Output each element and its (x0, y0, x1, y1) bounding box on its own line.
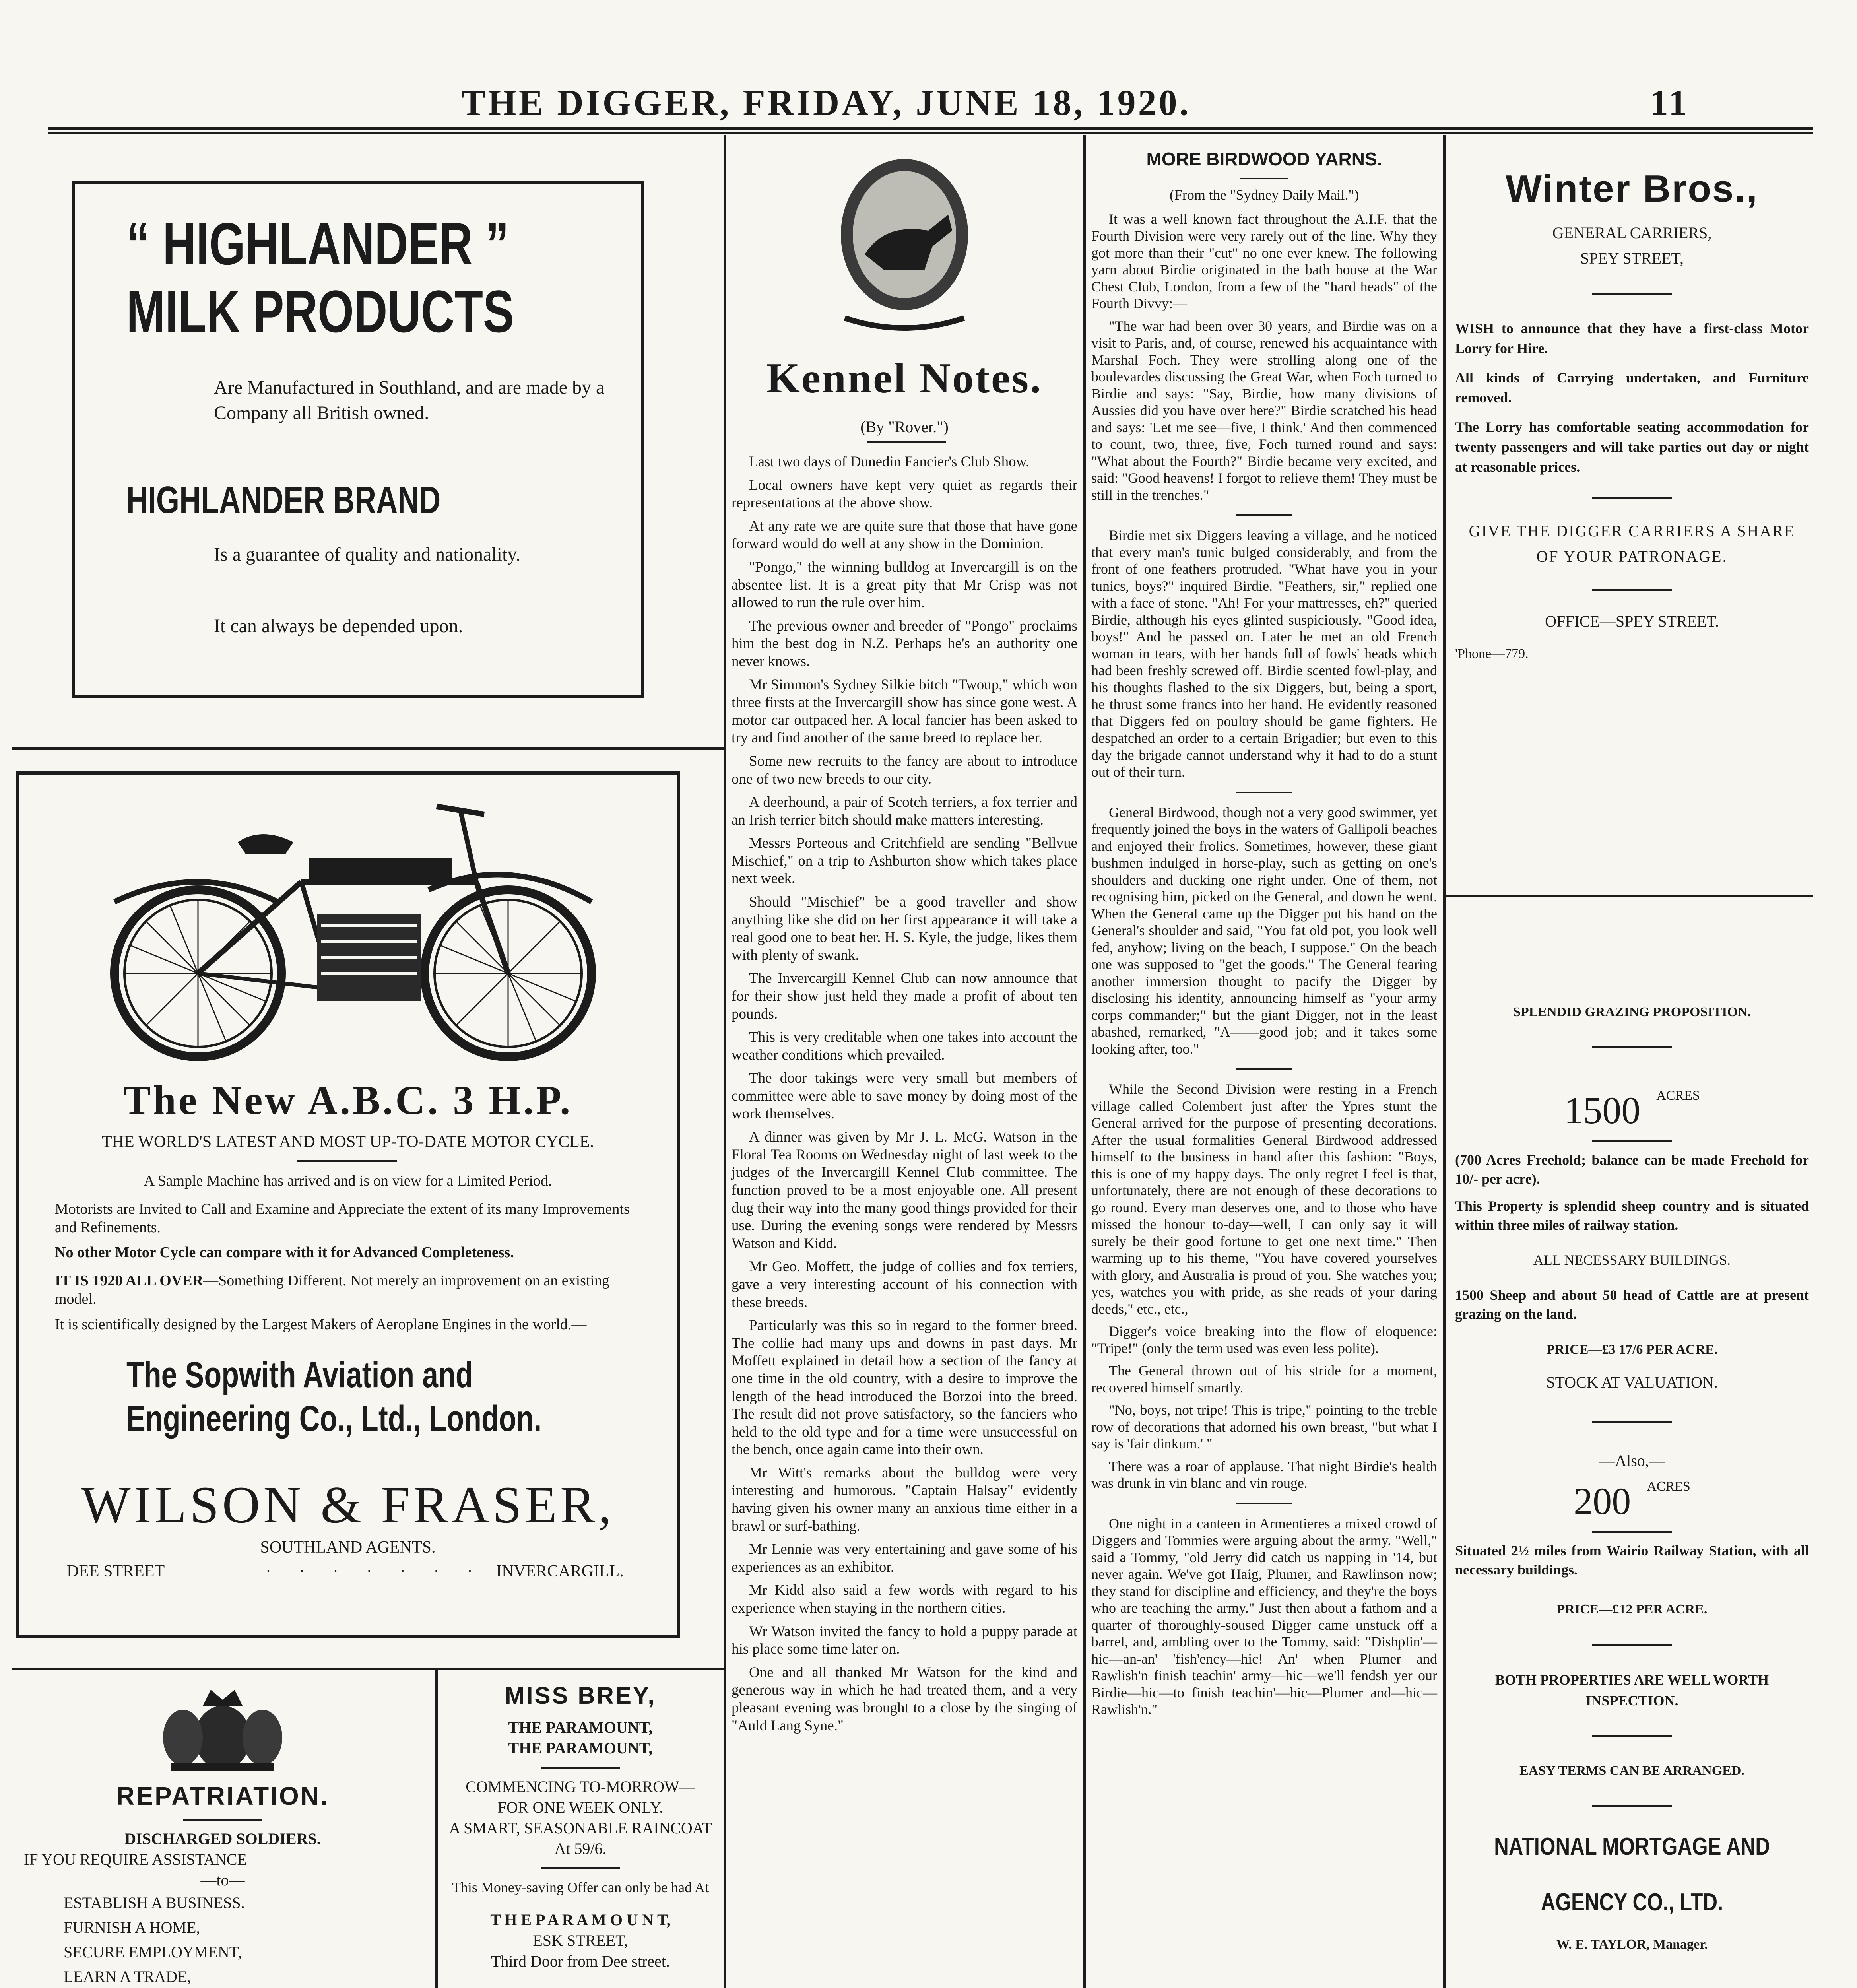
agent-dots: · · · · · · · (266, 1562, 485, 1580)
kennel-title: Kennel Notes. (766, 355, 1042, 402)
grazing-d5: Situated 2½ miles from Wairio Railway Station, with all necessary buildings. (1455, 1543, 1809, 1578)
grazing-manager: W. E. TAYLOR, Manager. (1556, 1937, 1708, 1952)
list-item: ESTABLISH A BUSINESS. (64, 1894, 245, 1912)
brey-p1: THE PARAMOUNT, (508, 1718, 653, 1736)
abc-line1: A Sample Machine has arrived and is on view for a Limited Period. (144, 1173, 552, 1189)
grazing-easy: EASY TERMS CAN BE ARRANGED. (1519, 1763, 1744, 1778)
column-rule (724, 135, 726, 1988)
birdwood-source: (From the "Sydney Daily Mail.") (1169, 187, 1359, 203)
brey-p2: THE PARAMOUNT, (508, 1739, 653, 1757)
winter-title: Winter Bros., (1506, 167, 1758, 210)
divider (1236, 514, 1292, 516)
kennel-paragraph: Mr Kidd also said a few words with regard to his experience when staying in the northern cities. (732, 1582, 1077, 1617)
divider (1592, 497, 1672, 499)
winter-sub1: GENERAL CARRIERS, (1552, 224, 1712, 242)
divider (1592, 1735, 1672, 1737)
divider (1592, 1644, 1672, 1646)
birdwood-paragraph: The General thrown out of his stride for a moment, recovered himself smartly. (1091, 1363, 1437, 1396)
motorcycle-illustration (79, 782, 627, 1069)
divider (1592, 1531, 1672, 1533)
header-rule-thin (48, 132, 1813, 134)
abc-1920: IT IS 1920 ALL OVER (55, 1272, 204, 1289)
grazing-area1 (1455, 1088, 1809, 1132)
grazing-acres2: ACRES (1647, 1479, 1690, 1494)
kennel-paragraph: This is very creditable when one takes into account the weather conditions which prevailed. (732, 1029, 1077, 1063)
abc-line4-rest: —Something Different. Not merely an improvement on an existing model. (55, 1272, 610, 1307)
repatriation-to: —to— (200, 1871, 245, 1889)
winter-p3: The Lorry has comfortable seating accommodation for twenty passengers and will take parties out day or night at reasonable prices. (1455, 419, 1809, 475)
kennel-body (732, 453, 1077, 1740)
header-rule (48, 127, 1813, 130)
column-rule (1083, 135, 1086, 1988)
winter-sub2: SPEY STREET, (1580, 249, 1684, 267)
kennel-paragraph: Messrs Porteous and Critchfield are sending "Bellvue Mischief," on a trip to Ashburton show which takes place next week. (732, 835, 1077, 887)
grazing-nm1: NATIONAL MORTGAGE AND (1494, 1833, 1770, 1860)
kennel-paragraph: A dinner was given by Mr J. L. McG. Watson in the Floral Tea Rooms on Wednesday night of last week to the judges of the Invercargill Kennel Club committee. The function proved to be a most enjoyable one. All present dug their way into the many good things provided for their use. During the evening songs were rendered by Messrs Watson and Kidd. (732, 1129, 1077, 1252)
birdwood-paragraph: Digger's voice breaking into the flow of eloquence: "Tripe!" (only the term used was even less polite). (1091, 1323, 1437, 1356)
divider (1592, 1421, 1672, 1423)
agent-town: INVERCARGILL. (496, 1562, 624, 1580)
birdwood-paragraph: It was a well known fact throughout the A.I.F. that the Fourth Division were very rarely out of the line. Why they got more than their "cut" no one ever knew. The following yarn about Birdie originated in the bath house at the War Chest Club, London, from a few of the "hard heads" of the Fourth Divvy:— (1091, 211, 1437, 311)
divider (541, 1867, 620, 1869)
divider (541, 1767, 620, 1769)
page-title: THE DIGGER, FRIDAY, JUNE 18, 1920. (461, 82, 1191, 123)
grazing-stock: STOCK AT VALUATION. (1546, 1373, 1718, 1391)
highlander-subtitle: MILK PRODUCTS (126, 278, 514, 345)
birdwood-paragraph: General Birdwood, though not a very good swimmer, yet frequently joined the boys in the waters of Gallipoli beaches and enjoyed their frolics. Sometimes, however, these giant bushmen indulged in horse-play, such as getting on one's shoulders and ducking one right under. One of them, not recognising him, picked on the General, and down he went. When the General came up the Digger put his hand on the General's shoulder and said, "You fat old pot, you look well fed, anyhow; living on the beach, I suppose." On the beach one was supposed to "get the goods." The General fearing another immersion thought to pacify the Digger by disclosing his identity, announcing himself as "your army corps commander;" but the giant Digger, not in the least abashed, remarked, "A——good job; and it takes some looking after, too." (1091, 804, 1437, 1057)
kennel-paragraph: Local owners have kept very quiet as regards their representations at the above show. (732, 477, 1077, 511)
highlander-title: “ HIGHLANDER ” (126, 210, 509, 277)
winter-p2: All kinds of Carrying undertaken, and Furniture removed. (1455, 370, 1809, 406)
divider (1592, 1140, 1672, 1142)
winter-p1: WISH to announce that they have a first-class Motor Lorry for Hire. (1455, 320, 1809, 356)
birdwood-paragraph: Birdie met six Diggers leaving a village, and he noticed that every man's tunic bulged considerably, and from the front of one feathers protruded. "What have you in your tunics, boys?" inquired Birdie. "Feathers, sir," replied one with a face of stone. "Ah! For your mattresses, eh?" queried Birdie, although his eyes glinted suspiciously. "Good idea, boys!" And he passed on. Later he met an old French woman in tears, with her hands full of fowls' heads which had been freshly screwed off. Birdie scented fowl-play, and his thoughts flashed to the six Diggers, but, being a sport, he thrust some francs into her hand. He evidently reasoned that Diggers fed on poultry should be game fighters. He despatched an order to a certain Brigadier; but even to this day the brigade cannot understand why it had to do a stunt out of their turn. (1091, 527, 1437, 780)
grazing-advert (1455, 1002, 1809, 1955)
brey-c2: FOR ONE WEEK ONLY. (497, 1798, 664, 1816)
kennel-paragraph: Mr Witt's remarks about the bulldog were very interesting and humorous. "Captain Halsay" evidently having given his owner many an anxious time either in a brawl or surf-bathing. (732, 1464, 1077, 1534)
grazing-area2 (1455, 1479, 1809, 1523)
kennel-paragraph: Mr Geo. Moffett, the judge of collies and fox terriers, gave a very interesting account of his connection with these breeds. (732, 1258, 1077, 1310)
kennel-paragraph: At any rate we are quite sure that those that have gone forward would do well at any show in the Dominion. (732, 518, 1077, 552)
brey-shop: T H E P A R A M O U N T, (490, 1911, 671, 1929)
abc-maker2: Engineering Co., Ltd., London. (126, 1398, 542, 1439)
birdwood-article (1091, 147, 1437, 1724)
repatriation-sub: DISCHARGED SOLDIERS. (124, 1830, 321, 1848)
highlander-advert (72, 181, 644, 698)
grazing-d1: (700 Acres Freehold; balance can be made Freehold for 10/- per acre). (1455, 1152, 1809, 1187)
birdwood-paragraph: "No, boys, not tripe! This is tripe," pointing to the treble row of decorations that adorned his own breast, "but what I say is 'fair dinkum.' " (1091, 1402, 1437, 1452)
abc-line5: It is scientifically designed by the Largest Makers of Aeroplane Engines in the world.— (55, 1316, 587, 1333)
abc-motorcycle-advert (16, 771, 680, 1638)
highlander-guarantee: Is a guarantee of quality and nationality. (214, 544, 521, 565)
winter-phone: 'Phone—779. (1455, 646, 1529, 661)
kennel-paragraph: Particularly was this so in regard to the former breed. The collie had many ups and downs in past days. Mr Moffett explained in detail how a section of the fancy at one time in the old country, with a desire to improve the length of the head introduced the Borzoi into the breed. The result did not prove satisfactory, so the fanciers who held to the old type and for a time were unsuccessful on the bench, once again came into their own. (732, 1317, 1077, 1458)
abc-line2: Motorists are Invited to Call and Examine and Appreciate the extent of its many Improvements and Refinements. (55, 1201, 630, 1236)
kennel-byline: (By "Rover.") (860, 418, 949, 436)
divider (183, 1819, 262, 1821)
brey-offer: This Money-saving Offer can only be had At (452, 1879, 709, 1895)
divider (1592, 1805, 1672, 1807)
highlander-text: Are Manufactured in Southland, and are made by a Company all British owned. (214, 377, 605, 423)
abc-line4 (55, 1272, 643, 1308)
kennel-paragraph: The door takings were very small but members of committee were able to save money by doing most of the work themselves. (732, 1070, 1077, 1122)
kennel-paragraph: Last two days of Dunedin Fancier's Club Show. (749, 454, 1030, 470)
list-item: FURNISH A HOME, (64, 1918, 200, 1936)
birdwood-paragraph: One night in a canteen in Armentieres a mixed crowd of Diggers and Tommies were arguing about the army. "Well," said a Tommy, "old Jerry did catch us napping in '14, but never again. We've got Haig, Plumer, and Rawlinson now; they stand for discipline and efficiency, and they're the boys who are teaching the army." Just then about a fathom and a quarter of thoroughly-soused Digger came unstuck off a barrel, and, ambling over to the Tommy, said: "Dishplin'—hic—an-an' 'fish'ency—hic! An' when Plumer and Rawlish'n finish teachin' army—hic—we'll fendsh yer our Birdie—hic—to finish teachin'—hic—Plumer and—hic—Rawlish'n." (1091, 1515, 1437, 1717)
grazing-both: BOTH PROPERTIES ARE WELL WORTH INSPECTION. (1495, 1672, 1769, 1708)
repatriation-line1: IF YOU REQUIRE ASSISTANCE (24, 1850, 247, 1868)
royal-crest-icon (159, 1682, 286, 1773)
section-rule (1443, 895, 1813, 897)
abc-subtitle: THE WORLD'S LATEST AND MOST UP-TO-DATE MOTOR CYCLE. (101, 1133, 594, 1151)
winter-bros-advert (1455, 167, 1809, 664)
brey-title: MISS BREY, (505, 1682, 656, 1709)
kennel-paragraph: Some new recruits to the fancy are about to introduce one of two new breeds to our city. (732, 753, 1077, 787)
highlander-depend: It can always be depended upon. (214, 615, 463, 637)
divider (1236, 1503, 1292, 1504)
wilson-fraser: WILSON & FRASER, (81, 1475, 615, 1534)
repatriation-title: REPATRIATION. (116, 1782, 329, 1810)
abc-line3: No other Motor Cycle can compare with it for Advanced Completeness. (55, 1244, 514, 1261)
divider (1236, 1068, 1292, 1070)
birdwood-paragraph: "The war had been over 30 years, and Birdie was on a visit to Paris, and, of course, renewed his acquaintance with Marshal Foch. They were strolling along one of the boulevardes discussing the Great War, when Foch turned to Birdie and says: "Say, Birdie, how many divisions of Aussies did you have over here?" Birdie scratched his head and says: 'Let me see—five, I think.' And then commenced to count, two, three, five, Foch turned round and says: "What about the Fourth?" Birdie became very excited, and said: "Good heavens! I forgot to relieve them! They must be still in the trenches." (1091, 318, 1437, 503)
repatriation-advert (16, 1682, 429, 1988)
divider (297, 1160, 397, 1162)
repatriation-list (16, 1891, 429, 1988)
agents-label: SOUTHLAND AGENTS. (260, 1538, 436, 1557)
grazing-price2: PRICE—£12 PER ACRE. (1556, 1602, 1708, 1617)
grazing-price1: PRICE—£3 17/6 PER ACRE. (1546, 1342, 1718, 1357)
grazing-d3: ALL NECESSARY BUILDINGS. (1533, 1252, 1731, 1268)
list-item: LEARN A TRADE, (64, 1968, 191, 1986)
winter-give: GIVE THE DIGGER CARRIERS A SHARE OF YOUR PATRONAGE. (1469, 522, 1795, 565)
grazing-d2: This Property is splendid sheep country and is situated within three miles of railway station. (1455, 1198, 1809, 1233)
brey-c1: COMMENCING TO-MORROW— (466, 1778, 695, 1796)
masthead (0, 78, 1857, 129)
brey-esk: ESK STREET, (533, 1932, 628, 1949)
kennel-paragraph: Mr Lennie was very entertaining and gave some of his experiences as an exhibitor. (732, 1541, 1077, 1575)
grazing-d4: 1500 Sheep and about 50 head of Cattle are at present grazing on the land. (1455, 1287, 1809, 1322)
grazing-also: —Also,— (1599, 1452, 1665, 1470)
section-rule (12, 1668, 724, 1670)
kennel-dog-emblem-icon (829, 151, 980, 334)
brey-advert (441, 1682, 720, 1972)
kennel-paragraph: Wr Watson invited the fancy to hold a puppy parade at his place some time later on. (732, 1623, 1077, 1658)
divider (1236, 792, 1292, 793)
list-item: SECURE EMPLOYMENT, (64, 1943, 242, 1961)
grazing-n2: 200 (1574, 1480, 1631, 1522)
column-rule (1443, 135, 1446, 1988)
kennel-paragraph: One and all thanked Mr Watson for the kind and generous way in which he had treated them, and a very pleasant evening was brought to a close by the singing of "Auld Lang Syne." (732, 1664, 1077, 1734)
section-rule (12, 747, 724, 750)
brey-c3: A SMART, SEASONABLE RAINCOAT (449, 1819, 712, 1837)
grazing-n1: 1500 (1564, 1089, 1641, 1132)
brey-c4: At 59/6. (554, 1840, 607, 1858)
brey-door: Third Door from Dee street. (491, 1952, 670, 1970)
divider (1240, 178, 1288, 179)
divider (1592, 589, 1672, 591)
kennel-paragraph: "Pongo," the winning bulldog at Invercargill is on the absentee list. It is a great pity that Mr Crisp was not allowed to run the rule over him. (732, 559, 1077, 611)
winter-body (1455, 318, 1809, 477)
birdwood-paragraph: While the Second Division were resting in a French village called Colembert just after the Ypres stunt the General arrived for the purpose of presenting decorations. After the usual formalities General Birdwood addressed himself to the business in hand after this fashion: "Boys, this is one of my happy days. The only regret I feel is that, unfortunately, there are not enough of these decorations to go round. Every man deserves one, and to those who have missed the honour to-day—well, I can only say it will surely be their good fortune to get one next time." Then warming up to his theme, "You have covered yourselves with glory, and Australia is proud of you. She watches you; yes, watches you with pride, as she reads of your daring deeds," etc., etc., (1091, 1081, 1437, 1317)
column-rule (435, 1670, 438, 1988)
abc-maker1: The Sopwith Aviation and (126, 1355, 473, 1395)
divider (867, 441, 946, 443)
grazing-nm2: AGENCY CO., LTD. (1541, 1889, 1723, 1916)
winter-office: OFFICE—SPEY STREET. (1545, 612, 1719, 630)
kennel-paragraph: The previous owner and breeder of "Pongo" proclaims him the best dog in N.Z. Perhaps he's an authority one never knows. (732, 617, 1077, 670)
divider (1592, 293, 1672, 295)
page-number: 11 (1650, 82, 1689, 123)
agent-street: DEE STREET (67, 1562, 165, 1580)
divider (1592, 1046, 1672, 1048)
abc-title: The New A.B.C. 3 H.P. (123, 1077, 573, 1123)
birdwood-title: MORE BIRDWOOD YARNS. (1146, 149, 1382, 169)
kennel-paragraph: Should "Mischief" be a good traveller and show anything like she did on her first appearance it will take a real good one to beat her. H. S. Kyle, the judge, likes them with plenty of swank. (732, 894, 1077, 963)
kennel-paragraph: Mr Simmon's Sydney Silkie bitch "Twoup," which won three firsts at the Invercargill show has since gone west. A motor car outpaced her. A local fancier has been asked to try and find another of the same breed to replace her. (732, 676, 1077, 746)
kennel-paragraph: The Invercargill Kennel Club can now announce that for their show just held they made a profit of about ten pounds. (732, 970, 1077, 1022)
kennel-paragraph: A deerhound, a pair of Scotch terriers, a fox terrier and an Irish terrier bitch should make matters interesting. (732, 794, 1077, 828)
highlander-brand: HIGHLANDER BRAND (126, 479, 441, 521)
grazing-acres: ACRES (1656, 1088, 1700, 1103)
birdwood-paragraph: There was a roar of applause. That night Birdie's health was drunk in vin blanc and vin rouge. (1091, 1458, 1437, 1491)
grazing-details (1455, 1150, 1809, 1324)
grazing-title: SPLENDID GRAZING PROPOSITION. (1513, 1005, 1751, 1019)
